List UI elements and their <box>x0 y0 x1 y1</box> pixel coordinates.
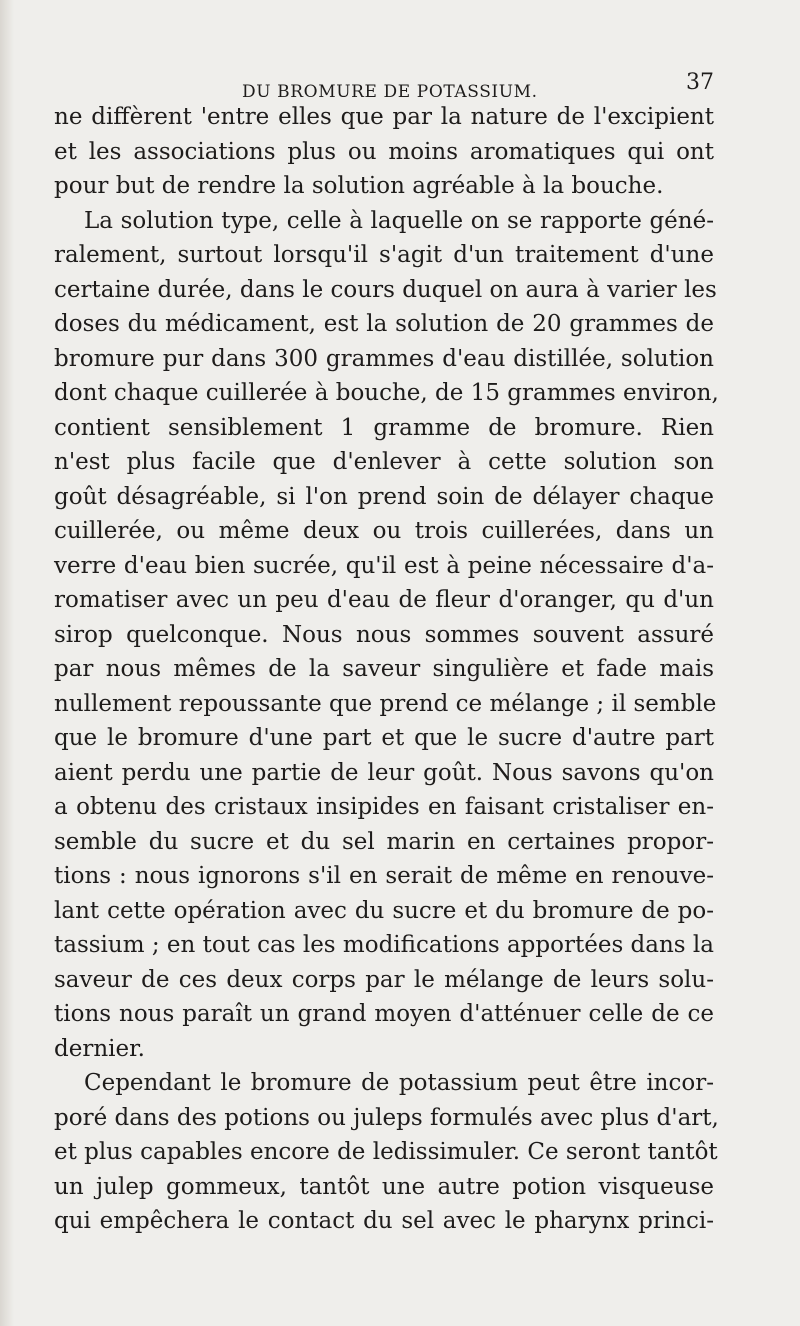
body-text <box>54 100 719 1239</box>
page-binding-edge <box>0 0 14 1326</box>
text-line: certaine durée, dans le cours duquel on aura à varier les <box>54 276 717 303</box>
text-line: doses du médicament, est la solution de 20 grammes de <box>54 311 714 337</box>
text-line: ralement, surtout lorsqu'il s'agit d'un traitement d'une <box>54 242 714 268</box>
text-line: et plus capables encore de ledissimuler. Ce seront tantôt <box>54 1139 718 1165</box>
text-line: tions nous paraît un grand moyen d'atténuer celle de ce <box>54 1001 714 1027</box>
text-line: que le bromure d'une part et que le sucre d'autre part <box>54 725 714 751</box>
text-line: aient perdu une partie de leur goût. Nous savons qu'on <box>54 759 714 786</box>
running-head: DU BROMURE DE POTASSIUM. <box>242 82 538 102</box>
text-line: par nous mêmes de la saveur singulière et fade mais <box>54 656 714 682</box>
text-line: tassium ; en tout cas les modifications apportées dans la <box>54 932 714 958</box>
page-number: 37 <box>686 70 714 95</box>
text-line: contient sensiblement 1 gramme de bromure. Rien <box>54 414 714 441</box>
text-line: tions : nous ignorons s'il en serait de même en renouve- <box>54 863 714 889</box>
text-line: saveur de ces deux corps par le mélange de leurs solu- <box>54 966 714 993</box>
text-line: bromure pur dans 300 grammes d'eau distillée, solution <box>54 345 714 372</box>
text-line: qui empêchera le contact du sel avec le pharynx princi- <box>54 1208 714 1234</box>
text-line: La solution type, celle à laquelle on se rapporte géné- <box>84 207 714 234</box>
text-line: Cependant le bromure de potassium peut être incor- <box>84 1070 714 1096</box>
text-line: n'est plus facile que d'enlever à cette solution son <box>54 449 714 475</box>
text-line: ne diffèrent 'entre elles que par la nature de l'excipient <box>54 104 714 130</box>
text-line: et les associations plus ou moins aromatiques qui ont <box>54 138 714 165</box>
text-line: lant cette opération avec du sucre et du bromure de po- <box>54 897 714 924</box>
text-line: sirop quelconque. Nous nous sommes souvent assuré <box>54 621 714 648</box>
text-line: un julep gommeux, tantôt une autre potion visqueuse <box>54 1173 714 1200</box>
text-line: pour but de rendre la solution agréable à la bouche. <box>54 173 664 199</box>
text-line: verre d'eau bien sucrée, qu'il est à peine nécessaire d'a- <box>54 552 714 579</box>
text-line: romatiser avec un peu d'eau de fleur d'oranger, qu d'un <box>54 587 714 613</box>
text-line: nullement repoussante que prend ce mélange ; il semble <box>54 690 717 717</box>
text-line: dont chaque cuillerée à bouche, de 15 grammes environ, <box>54 380 719 406</box>
text-line: semble du sucre et du sel marin en certaines propor- <box>54 828 714 855</box>
text-line: a obtenu des cristaux insipides en faisant cristaliser en- <box>54 794 714 820</box>
text-line: dernier. <box>54 1035 145 1062</box>
text-line: goût désagréable, si l'on prend soin de délayer chaque <box>54 483 714 510</box>
text-line: poré dans des potions ou juleps formulés avec plus d'art, <box>54 1104 719 1131</box>
text-line: cuillerée, ou même deux ou trois cuillerées, dans un <box>54 518 714 544</box>
